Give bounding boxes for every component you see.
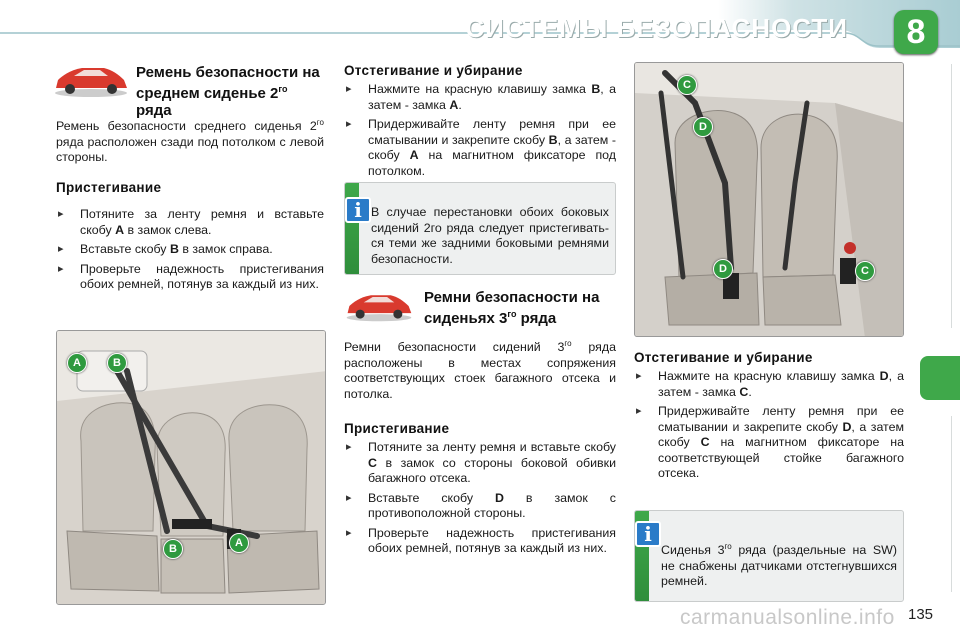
heading-line xyxy=(424,306,614,327)
text: Придерживайте ленту ремня при ее сматывании и закрепите скобу xyxy=(658,404,904,434)
chapter-tabs xyxy=(926,64,960,594)
chapter-tab[interactable] xyxy=(930,548,952,592)
superscript: го xyxy=(278,84,288,94)
text: Потяните за ленту ремня и вставьте скобу xyxy=(368,440,616,454)
label-c: C xyxy=(855,261,875,281)
label-c: C xyxy=(677,75,697,95)
car-icon xyxy=(344,289,414,323)
chapter-tab[interactable] xyxy=(930,460,952,504)
label-b: B xyxy=(163,539,183,559)
unfasten-list-3rd-row xyxy=(634,369,904,486)
info-icon: i xyxy=(345,197,371,223)
unfasten-heading-3rd-row: Отстегивание и убирание xyxy=(634,350,813,365)
chapter-tab[interactable] xyxy=(930,108,952,152)
chapter-badge xyxy=(894,10,938,54)
watermark: carmanualsonline.info xyxy=(680,606,895,629)
info-icon: i xyxy=(635,521,661,547)
text-bold: C xyxy=(739,384,749,399)
text: Вставьте скобу xyxy=(368,490,495,505)
fasten-heading: Пристегивание xyxy=(56,180,162,195)
list-item xyxy=(344,440,616,487)
chapter-tab[interactable] xyxy=(930,504,952,548)
text: Проверьте надежность пристегивания обоих ремней, потянув за каждый из них. xyxy=(80,261,324,291)
text: , а затем - скобу xyxy=(368,132,616,162)
page-title: СИСТЕМЫ БЕЗОПАСНОСТИ xyxy=(465,13,848,43)
text: Проверьте надежность пристегивания обоих ремней, потянув за каждый из них. xyxy=(368,525,616,555)
text: , а затем скобу xyxy=(658,419,905,449)
text: . xyxy=(458,97,462,112)
superscript: го xyxy=(724,542,732,551)
text: на магнитном фиксаторе на соответствующей стойке багажного отсека. xyxy=(658,435,905,480)
chapter-tab[interactable] xyxy=(930,64,952,108)
superscript: го xyxy=(564,339,572,348)
superscript: го xyxy=(507,309,517,319)
bullet-icon: ▸ xyxy=(58,262,64,275)
bullet-icon: ▸ xyxy=(346,441,352,453)
text-bold: A xyxy=(449,97,459,112)
unfasten-list xyxy=(344,82,616,183)
illustration-3rd-row-seats xyxy=(634,62,904,337)
text: , а затем - замка xyxy=(368,82,616,112)
text: Ремень безопасности среднего сиденья 2 xyxy=(56,119,317,134)
text-bold: C xyxy=(700,435,710,449)
list-item xyxy=(344,526,616,557)
superscript: го xyxy=(316,118,324,127)
info-box-repositioning xyxy=(344,182,616,275)
chapter-tab[interactable] xyxy=(930,416,952,460)
chapter-tab[interactable] xyxy=(930,240,952,284)
illustration-2nd-row-seats xyxy=(56,330,326,605)
text: на магнитном фиксаторе под потолком. xyxy=(368,148,616,178)
text: в замок с противоположной стороны. xyxy=(368,490,617,520)
text-bold: C xyxy=(368,455,377,470)
label-b: B xyxy=(107,353,127,373)
text-bold: D xyxy=(842,419,852,434)
text-bold: B xyxy=(169,242,179,256)
list-item xyxy=(634,369,904,400)
bullet-icon: ▸ xyxy=(346,491,352,504)
chapter-number: 8 xyxy=(906,12,926,51)
list-item xyxy=(56,262,324,293)
text: в замок справа. xyxy=(178,242,273,256)
heading-text: ряда xyxy=(516,310,557,327)
heading-line: Ремни безопасности на xyxy=(424,289,600,306)
fasten-list xyxy=(56,207,324,297)
text: Сиденья 3 xyxy=(661,543,725,558)
bullet-icon: ▸ xyxy=(636,370,642,382)
bullet-icon: ▸ xyxy=(58,243,64,255)
text-bold: D xyxy=(879,369,889,383)
fasten-list-3rd-row xyxy=(344,440,616,561)
text: , а затем - замка xyxy=(658,369,905,399)
heading-text: сиденьях 3 xyxy=(424,310,508,327)
text-bold: D xyxy=(494,490,504,505)
bullet-icon: ▸ xyxy=(346,83,352,95)
section-heading-2nd-row xyxy=(136,64,326,119)
list-item xyxy=(344,117,616,179)
info-box-sensors xyxy=(634,510,904,602)
heading-text: среднем сиденье 2 xyxy=(136,85,279,102)
bullet-icon: ▸ xyxy=(58,208,64,220)
list-item xyxy=(634,404,904,482)
text: в замок слева. xyxy=(124,222,212,237)
list-item xyxy=(344,82,616,113)
info-text: В случае перестановки обоих боковых сидений 2го ряда следует пристегивать-ся теми же задними боковыми ремнями безопасности. xyxy=(371,205,609,266)
chapter-tab-active[interactable] xyxy=(920,356,960,400)
label-d: D xyxy=(713,259,733,279)
chapter-tab[interactable] xyxy=(930,284,952,328)
page-number: 135 xyxy=(908,606,934,623)
text-bold: B xyxy=(591,82,601,96)
intro-paragraph xyxy=(56,115,324,166)
heading-line: Ремень безопасности на xyxy=(136,64,320,81)
info-text xyxy=(661,539,897,590)
text: Потяните за ленту ремня и вставьте скобу xyxy=(80,207,324,237)
list-item xyxy=(344,491,616,522)
heading-line xyxy=(136,81,326,119)
text: ряда расположен сзади под потолком с левой стороны. xyxy=(56,134,324,165)
text: в замок со стороны боковой обивки багажного отсека. xyxy=(368,455,616,485)
label-d: D xyxy=(693,117,713,137)
section-heading-3rd-row xyxy=(424,289,614,327)
bullet-icon: ▸ xyxy=(636,405,642,417)
fasten-heading-3rd-row: Пристегивание xyxy=(344,421,450,436)
text: Ремни безопасности сидений 3 xyxy=(344,340,565,355)
text: Нажмите на красную клавишу замка xyxy=(658,369,880,383)
label-a: A xyxy=(229,533,249,553)
car-icon xyxy=(52,62,130,98)
list-item xyxy=(56,242,324,258)
text-bold: A xyxy=(409,148,419,162)
list-item xyxy=(56,207,324,238)
text: Вставьте скобу xyxy=(80,242,170,256)
text-bold: B xyxy=(548,132,558,147)
seat-drawing xyxy=(57,331,326,605)
chapter-tab[interactable] xyxy=(930,152,952,196)
chapter-tab[interactable] xyxy=(930,196,952,240)
heading-text: ряда xyxy=(136,102,172,119)
text: Придерживайте ленту ремня при ее сматывании и закрепите скобу xyxy=(368,117,616,147)
unfasten-heading: Отстегивание и убирание xyxy=(344,63,523,78)
bullet-icon: ▸ xyxy=(346,118,352,130)
text: Нажмите на красную клавишу замка xyxy=(368,82,592,96)
text-bold: A xyxy=(115,222,125,237)
seat-drawing xyxy=(635,63,904,337)
text: ряда расположены в местах сопряжения соответствующих стоек багажного отсека и потолка. xyxy=(344,340,616,401)
text: ряда (раздельные на SW) не снабжены датчиками отстегнувшихся ремней. xyxy=(661,543,897,589)
text: . xyxy=(748,384,752,399)
bullet-icon: ▸ xyxy=(346,526,352,539)
label-a: A xyxy=(67,353,87,373)
intro-paragraph-3rd-row xyxy=(344,336,616,402)
